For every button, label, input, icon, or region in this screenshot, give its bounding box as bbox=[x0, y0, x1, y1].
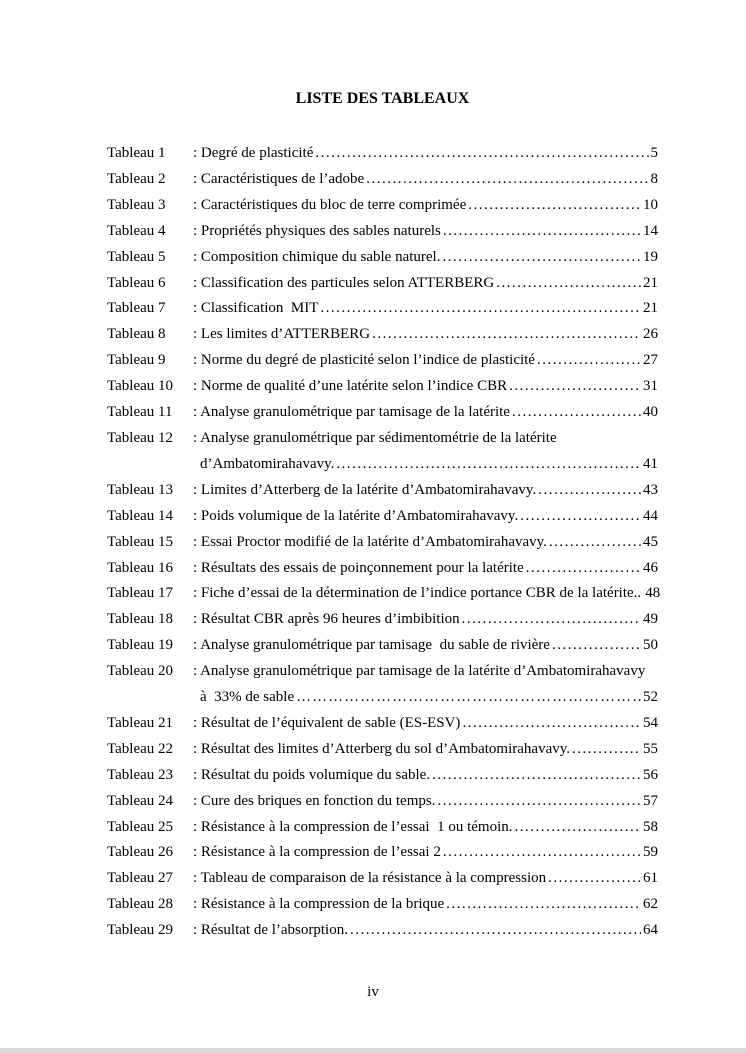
dot-leader bbox=[538, 478, 641, 504]
toc-entry bbox=[107, 219, 658, 245]
toc-entry-label: Tableau 4 bbox=[107, 222, 166, 239]
toc-entry bbox=[107, 866, 658, 892]
dot-leader bbox=[468, 193, 641, 219]
toc-entry-label: Tableau 11 bbox=[107, 404, 173, 421]
dot-leader bbox=[462, 711, 641, 737]
toc-entry-label: Tableau 6 bbox=[107, 274, 166, 291]
toc-entry bbox=[107, 892, 658, 918]
toc-entry-page: 21 bbox=[643, 300, 658, 317]
toc-entry-title: : Composition chimique du sable naturel. bbox=[193, 248, 441, 265]
toc-entry-title: : Résultats des essais de poinçonnement pour la latérite bbox=[193, 559, 524, 576]
toc-entry bbox=[107, 504, 658, 530]
toc-entry-label: Tableau 19 bbox=[107, 637, 174, 654]
toc-entry-title: : Caractéristiques de l’adobe bbox=[193, 170, 365, 187]
dot-leader bbox=[520, 504, 641, 530]
toc-entry-label: Tableau 25 bbox=[107, 818, 174, 835]
toc-entry bbox=[107, 193, 658, 219]
dot-leader bbox=[372, 322, 641, 348]
toc-entry-page: 10 bbox=[643, 196, 658, 213]
toc-entry-title: : Propriétés physiques des sables naturels bbox=[193, 222, 441, 239]
dot-leader bbox=[443, 219, 641, 245]
toc-entry-title: : Analyse granulométrique par sédimentométrie de la latérite bbox=[193, 429, 557, 446]
toc-entry-title: : Essai Proctor modifié de la latérite d’Ambatomirahavavy. bbox=[193, 533, 547, 550]
toc-entry-page: 48 bbox=[645, 585, 661, 602]
toc-entry-page: 45 bbox=[643, 533, 658, 550]
dot-leader bbox=[512, 400, 641, 426]
toc-entry-title: : Classification MIT bbox=[193, 300, 319, 317]
toc-entry-page: 44 bbox=[643, 507, 658, 524]
toc-entry-label: Tableau 3 bbox=[107, 196, 166, 213]
toc-entry-title: : Résistance à la compression de l’essai 1 ou témoin. bbox=[193, 818, 513, 835]
dot-leader bbox=[315, 141, 648, 167]
toc-entry-title: : Degré de plasticité bbox=[193, 145, 314, 161]
dot-leader bbox=[537, 348, 641, 374]
toc-entry-label: Tableau 28 bbox=[107, 896, 174, 913]
toc-entry-page: 5 bbox=[650, 145, 658, 161]
toc-entry-page: 49 bbox=[643, 611, 658, 628]
toc-entry-page: 61 bbox=[643, 870, 658, 887]
toc-entry-page: 8 bbox=[650, 170, 658, 187]
toc-entry-page: 21 bbox=[643, 274, 658, 291]
toc-entry-page: 62 bbox=[643, 896, 658, 913]
toc-entry bbox=[107, 426, 658, 452]
toc-entry bbox=[107, 763, 658, 789]
toc-entry-page: 64 bbox=[643, 922, 658, 939]
toc-entry bbox=[107, 581, 661, 607]
toc-entry bbox=[107, 711, 658, 737]
toc-entry-page: 43 bbox=[643, 481, 658, 498]
toc-entry bbox=[107, 659, 658, 685]
dot-leader bbox=[320, 296, 641, 322]
toc-entry-label: Tableau 24 bbox=[107, 792, 174, 809]
toc-entry-title: : Résistance à la compression de l’essai 2 bbox=[193, 844, 441, 861]
toc-entry bbox=[107, 633, 658, 659]
toc-entry bbox=[107, 296, 658, 322]
toc-entry bbox=[107, 556, 658, 582]
toc-entry-page: 56 bbox=[643, 766, 658, 783]
toc-entry-label: Tableau 27 bbox=[107, 870, 174, 887]
toc-entry-title: : Tableau de comparaison de la résistance à la compression bbox=[193, 870, 547, 887]
toc-entry-label: Tableau 8 bbox=[107, 326, 166, 343]
dot-leader bbox=[443, 840, 641, 866]
dot-leader bbox=[572, 737, 641, 763]
toc-entry-title: : Norme du degré de plasticité selon l’indice de plasticité bbox=[193, 352, 535, 369]
toc-entry-title: : Résultat de l’absorption. bbox=[193, 922, 348, 939]
toc-entry-title: : Les limites d’ATTERBERG bbox=[193, 326, 371, 343]
toc-entry-label: Tableau 15 bbox=[107, 533, 174, 550]
toc-entry bbox=[107, 530, 658, 556]
toc-entry-label: Tableau 26 bbox=[107, 844, 174, 861]
toc-entry-title: : Norme de qualité d’une latérite selon l’indice CBR bbox=[193, 378, 508, 395]
toc-entry-page: 41 bbox=[643, 455, 658, 472]
toc-entry-label: Tableau 12 bbox=[107, 429, 174, 446]
toc-entry-page: 55 bbox=[643, 740, 658, 757]
dot-leader bbox=[526, 556, 641, 582]
toc-entry-title: : Caractéristiques du bloc de terre comprimée bbox=[193, 196, 467, 213]
toc-entry-page: 50 bbox=[643, 637, 658, 654]
toc-entry bbox=[107, 271, 658, 297]
toc-entry bbox=[107, 840, 658, 866]
toc-entry bbox=[107, 789, 658, 815]
toc-entry-label: Tableau 23 bbox=[107, 766, 174, 783]
toc-entry-title: : Fiche d’essai de la détermination de l’indice portance CBR de la latérite.. bbox=[193, 585, 642, 602]
toc-entry-page: 52 bbox=[643, 689, 658, 706]
toc-entry bbox=[107, 478, 658, 504]
toc-entry-continuation bbox=[107, 452, 658, 478]
toc-entry-label: Tableau 7 bbox=[107, 300, 166, 317]
dot-leader bbox=[350, 918, 641, 944]
dot-leader bbox=[432, 763, 641, 789]
toc-entry bbox=[107, 815, 658, 841]
page-edge bbox=[0, 1048, 746, 1053]
toc-entry-page: 59 bbox=[643, 844, 658, 861]
toc-entry bbox=[107, 737, 658, 763]
toc-entry-page: 27 bbox=[643, 352, 658, 369]
dot-leader bbox=[437, 789, 641, 815]
toc-list bbox=[107, 141, 661, 944]
dot-leader bbox=[515, 815, 641, 841]
toc-entry-title: : Analyse granulométrique par tamisage de la latérite d’Ambatomirahavavy bbox=[193, 663, 646, 680]
toc-entry-label: Tableau 21 bbox=[107, 714, 174, 731]
toc-entry-page: 40 bbox=[643, 404, 658, 421]
toc-entry-page: 26 bbox=[643, 326, 658, 343]
dot-leader bbox=[548, 866, 641, 892]
toc-entry-label: Tableau 2 bbox=[107, 170, 166, 187]
page-title: LISTE DES TABLEAUX bbox=[295, 90, 470, 107]
dot-leader bbox=[446, 892, 641, 918]
toc-entry-label: Tableau 16 bbox=[107, 559, 174, 576]
toc-entry-title: : Résultat des limites d’Atterberg du sol d’Ambatomirahavavy. bbox=[193, 740, 571, 757]
toc-entry bbox=[107, 607, 658, 633]
toc-entry-label: Tableau 29 bbox=[107, 922, 174, 939]
toc-entry-label: Tableau 5 bbox=[107, 248, 166, 265]
toc-entry-label: Tableau 20 bbox=[107, 663, 174, 680]
dot-leader bbox=[552, 633, 641, 659]
dot-leader bbox=[549, 530, 641, 556]
toc-entry bbox=[107, 918, 658, 944]
toc-entry-label: Tableau 10 bbox=[107, 378, 174, 395]
toc-entry-title-line2: à 33% de sable bbox=[200, 689, 295, 706]
toc-entry-title: : Analyse granulométrique par tamisage de la latérite bbox=[193, 404, 510, 421]
toc-entry-page: 46 bbox=[643, 559, 658, 576]
toc-entry bbox=[107, 322, 658, 348]
dot-leader bbox=[496, 271, 641, 297]
dot-leader bbox=[296, 685, 641, 711]
toc-entry-page: 58 bbox=[643, 818, 658, 835]
toc-entry-label: Tableau 1 bbox=[107, 145, 166, 161]
toc-entry-page: 19 bbox=[643, 248, 658, 265]
toc-entry bbox=[107, 374, 658, 400]
toc-entry-label: Tableau 9 bbox=[107, 352, 166, 369]
toc-entry-title: : Résultat de l’équivalent de sable (ES-ESV) bbox=[193, 714, 461, 731]
toc-entry-label: Tableau 13 bbox=[107, 481, 174, 498]
toc-entry bbox=[107, 400, 658, 426]
toc-entry-page: 14 bbox=[643, 222, 658, 239]
toc-entry bbox=[107, 245, 658, 271]
page-number: iv bbox=[367, 984, 379, 1000]
toc-entry-page: 57 bbox=[643, 792, 658, 809]
toc-entry bbox=[107, 348, 658, 374]
toc-entry-label: Tableau 18 bbox=[107, 611, 174, 628]
toc-entry-label: Tableau 22 bbox=[107, 740, 174, 757]
dot-leader bbox=[366, 167, 648, 193]
toc-entry-title-line2: d’Ambatomirahavavy. bbox=[200, 455, 335, 472]
dot-leader bbox=[509, 374, 641, 400]
toc-entry bbox=[107, 167, 658, 193]
toc-entry-label: Tableau 17 bbox=[107, 585, 174, 602]
toc-entry bbox=[107, 141, 658, 167]
toc-entry-title: : Classification des particules selon ATTERBERG bbox=[193, 274, 495, 291]
toc-entry-title: : Résultat CBR après 96 heures d’imbibition bbox=[193, 611, 460, 628]
toc-entry-page: 54 bbox=[643, 714, 658, 731]
toc-entry-title: : Résultat du poids volumique du sable. bbox=[193, 766, 431, 783]
toc-entry-title: : Résistance à la compression de la brique bbox=[193, 896, 445, 913]
toc-entry-continuation bbox=[107, 685, 658, 711]
dot-leader bbox=[336, 452, 641, 478]
toc-entry-title: : Analyse granulométrique par tamisage du sable de rivière bbox=[193, 637, 550, 654]
toc-entry-label: Tableau 14 bbox=[107, 507, 174, 524]
toc-entry-page: 31 bbox=[643, 378, 658, 395]
toc-entry-title: : Cure des briques en fonction du temps. bbox=[193, 792, 436, 809]
toc-entry-title: : Poids volumique de la latérite d’Ambatomirahavavy. bbox=[193, 507, 519, 524]
dot-leader bbox=[462, 607, 641, 633]
toc-entry-title: : Limites d’Atterberg de la latérite d’Ambatomirahavavy. bbox=[193, 481, 537, 498]
dot-leader bbox=[442, 245, 641, 271]
